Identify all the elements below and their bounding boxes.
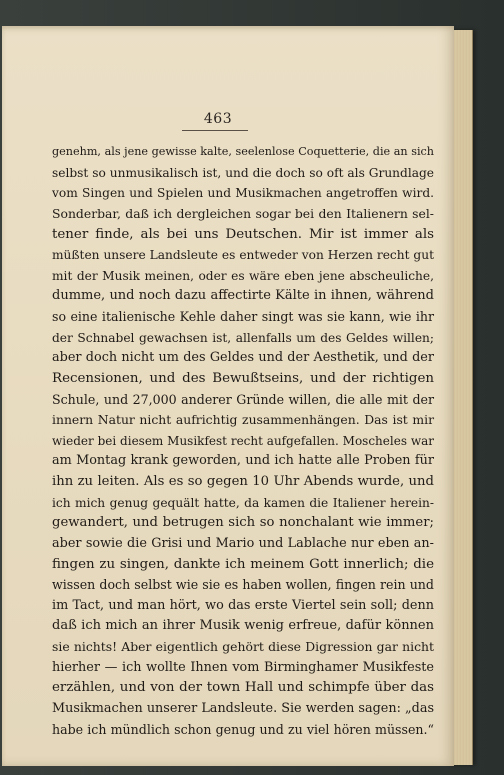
text-line: genehm, als jene gewisse kalte, seelenlose Coquetterie, die an sich <box>52 145 434 158</box>
text-line: im Tact, und man hört, wo das erste Viertel sein soll; denn <box>52 597 434 613</box>
text-line: gewandert, und betrugen sich so nonchalant wie immer; <box>52 515 434 531</box>
text-line: selbst so unmusikalisch ist, und die doch so oft als Grundlage <box>52 165 434 180</box>
text-line: ihn zu leiten. Als es so gegen 10 Uhr Abends wurde, und <box>52 474 434 489</box>
text-line: müßten unsere Landsleute es entweder von Herzen recht gut <box>52 248 434 263</box>
text-line: wieder bei diesem Musikfest recht aufgefallen. Moscheles war <box>52 433 434 448</box>
text-line: dumme, und noch dazu affectirte Kälte in ihnen, während <box>52 288 434 304</box>
text-line: wissen doch selbst wie sie es haben wollen, fingen rein und <box>52 577 434 593</box>
text-line: vom Singen und Spielen und Musikmachen angetroffen wird. <box>52 186 434 201</box>
text-line: ich mich genug gequält hatte, da kamen die Italiener herein- <box>52 495 434 510</box>
text-line: der Schnabel gewachsen ist, allenfalls um des Geldes willen; <box>52 330 434 345</box>
text-line: so eine italienische Kehle daher singt was sie kann, wie ihr <box>52 309 434 324</box>
page-number: 463 <box>203 111 233 127</box>
text-line: aber doch nicht um des Geldes und der Aesthetik, und der <box>52 350 434 366</box>
header-rule <box>182 130 248 131</box>
text-line: Recensionen, und des Bewußtseins, und der richtigen <box>52 370 434 386</box>
text-line: erzählen, und von der town Hall und schimpfe über das <box>52 680 434 696</box>
text-line: habe ich mündlich schon genug und zu viel hören müssen.“ <box>52 721 434 737</box>
text-line: hierher — ich wollte Ihnen vom Birminghamer Musikfeste <box>52 659 434 675</box>
book-page <box>2 26 454 766</box>
text-line: am Montag krank geworden, und ich hatte alle Proben für <box>52 453 434 469</box>
body-text <box>52 142 434 740</box>
text-line: Musikmachen unserer Landsleute. Sie werden sagen: „das <box>52 700 435 716</box>
text-line: tener finde, als bei uns Deutschen. Mir ist immer als <box>52 226 434 242</box>
text-line: fingen zu singen, dankte ich meinem Gott innerlich; die <box>52 556 434 572</box>
text-line: Sonderbar, daß ich dergleichen sogar bei den Italienern sel- <box>52 205 434 221</box>
text-line: daß ich mich an ihrer Musik wenig erfreue, dafür können <box>52 618 434 634</box>
text-line: innern Natur nicht aufrichtig zusammenhängen. Das ist mir <box>52 412 434 428</box>
text-line: Schule, und 27,000 anderer Gründe willen, die alle mit der <box>52 391 434 407</box>
text-line: aber sowie die Grisi und Mario und Lablache nur eben an- <box>52 535 434 551</box>
text-line: mit der Musik meinen, oder es wäre eben jene abscheuliche, <box>52 268 434 283</box>
text-line: sie nichts! Aber eigentlich gehört diese Digression gar nicht <box>52 639 434 654</box>
